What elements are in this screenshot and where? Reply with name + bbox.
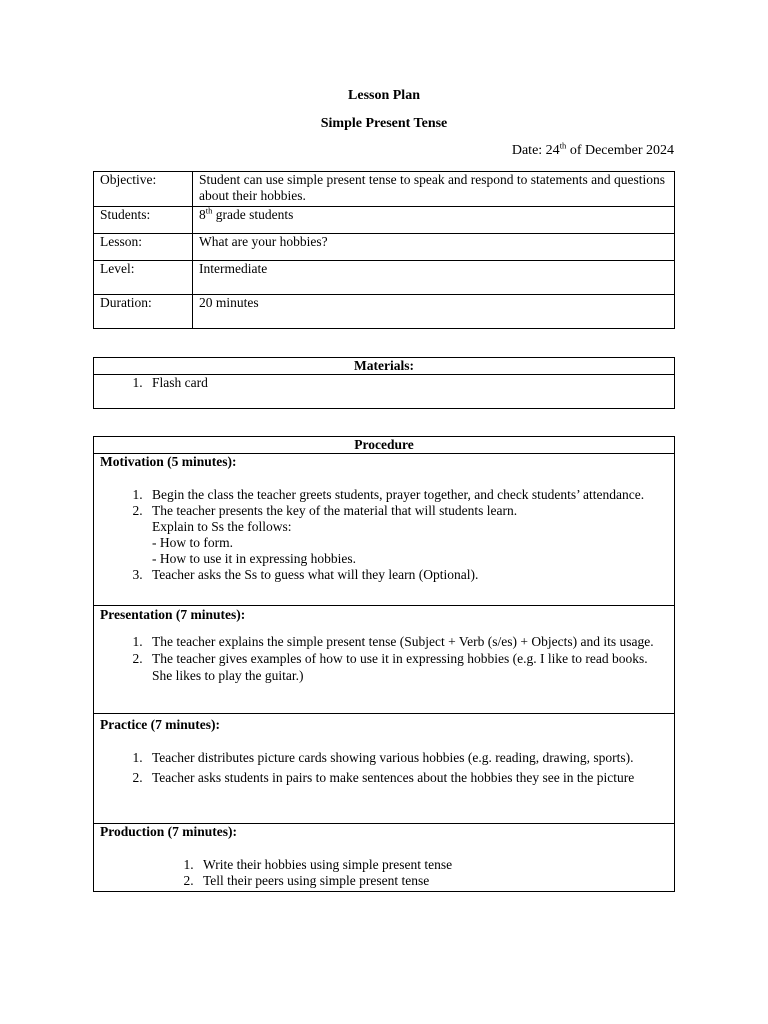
presentation-section bbox=[94, 606, 675, 714]
level-value: Intermediate bbox=[193, 261, 675, 295]
lesson-row bbox=[94, 234, 675, 261]
list-item: 2. Teacher asks students in pairs to make sentences about the hobbies they see in the picture bbox=[146, 768, 668, 788]
document-subtitle: Simple Present Tense bbox=[320, 116, 448, 131]
level-row bbox=[94, 261, 675, 295]
list-item bbox=[146, 503, 668, 567]
students-row bbox=[94, 207, 675, 234]
objective-row bbox=[94, 172, 675, 207]
document-title: Lesson Plan bbox=[348, 88, 420, 103]
students-label: Students: bbox=[94, 207, 193, 234]
list-item: 2. Tell their peers using simple present tense bbox=[197, 873, 668, 889]
lesson-info-table bbox=[93, 171, 675, 329]
duration-row bbox=[94, 295, 675, 329]
list-item: 1. Write their hobbies using simple present tense bbox=[197, 857, 668, 873]
duration-value: 20 minutes bbox=[193, 295, 675, 329]
sub-text: - How to use it in expressing hobbies. bbox=[152, 551, 356, 566]
production-title: Production (7 minutes): bbox=[100, 824, 237, 839]
sub-text: Explain to Ss the follows: bbox=[152, 519, 292, 534]
materials-table bbox=[93, 357, 675, 409]
materials-heading: Materials: bbox=[94, 358, 675, 375]
practice-list bbox=[100, 748, 668, 788]
duration-label: Duration: bbox=[94, 295, 193, 329]
list-item: 1. Begin the class the teacher greets students, prayer together, and check students’ attendance. bbox=[146, 487, 668, 503]
date-prefix: Date: 24 bbox=[511, 143, 560, 158]
lesson-label: Lesson: bbox=[94, 234, 193, 261]
motivation-section bbox=[94, 454, 675, 606]
production-list bbox=[100, 857, 668, 889]
list-item: 1. Teacher distributes picture cards showing various hobbies (e.g. reading, drawing, sports). bbox=[146, 748, 668, 768]
presentation-list bbox=[100, 633, 668, 684]
motivation-list bbox=[100, 487, 668, 583]
date-suffix: of December 2024 bbox=[566, 143, 674, 158]
list-item: 3. Teacher asks the Ss to guess what will they learn (Optional). bbox=[146, 567, 668, 583]
procedure-heading: Procedure bbox=[94, 437, 675, 454]
materials-list-cell bbox=[94, 375, 675, 409]
objective-value: Student can use simple present tense to speak and respond to statements and questions about their hobbies. bbox=[193, 172, 675, 207]
students-grade-ordinal: th bbox=[205, 205, 213, 216]
sub-text: - How to form. bbox=[152, 535, 233, 550]
procedure-table bbox=[93, 436, 675, 892]
students-value bbox=[193, 207, 675, 234]
lesson-value: What are your hobbies? bbox=[193, 234, 675, 261]
practice-title: Practice (7 minutes): bbox=[100, 717, 220, 732]
students-grade-text: grade students bbox=[212, 207, 294, 222]
materials-list bbox=[100, 375, 668, 391]
objective-label: Objective: bbox=[94, 172, 193, 207]
level-label: Level: bbox=[94, 261, 193, 295]
practice-section bbox=[94, 714, 675, 824]
motivation-title: Motivation (5 minutes): bbox=[100, 454, 237, 469]
production-section bbox=[94, 824, 675, 892]
date-ordinal: th bbox=[559, 140, 567, 151]
date-line bbox=[511, 140, 674, 159]
presentation-title: Presentation (7 minutes): bbox=[100, 607, 246, 622]
list-item: 1. The teacher explains the simple present tense (Subject + Verb (s/es) + Objects) and its usage. bbox=[146, 633, 668, 650]
list-item-text: 2. The teacher presents the key of the material that will students learn. bbox=[152, 503, 518, 518]
list-item: 2. The teacher gives examples of how to use it in expressing hobbies (e.g. I like to read books. She likes to play the guitar.) bbox=[146, 650, 668, 684]
list-item: 1. Flash card bbox=[146, 375, 668, 391]
students-grade-number: 8 bbox=[199, 207, 206, 222]
